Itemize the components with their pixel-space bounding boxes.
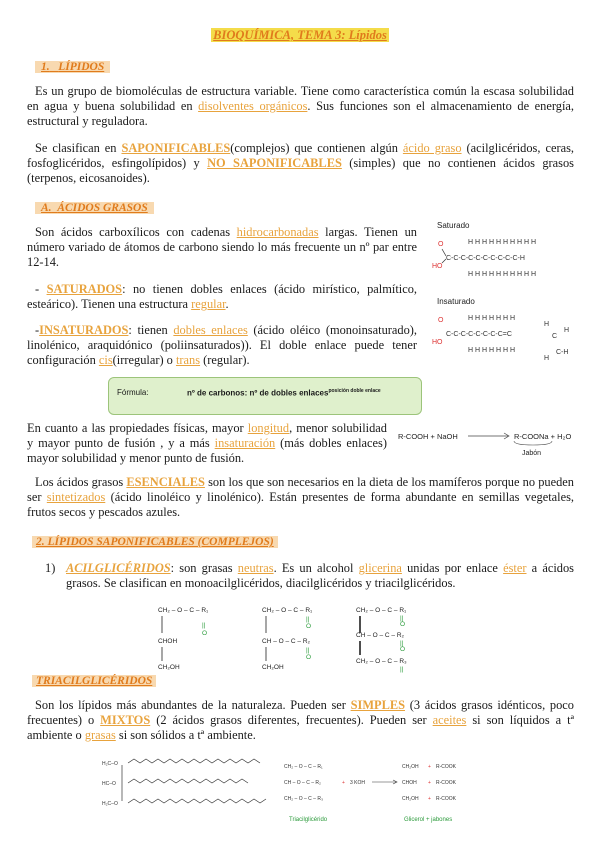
svg-text:CH₂ – O – C – R₃: CH₂ – O – C – R₃	[356, 658, 407, 665]
svg-text:H H H H H H H: H H H H H H H	[468, 347, 516, 354]
svg-text:||: ||	[306, 616, 310, 623]
svg-text:O: O	[438, 241, 444, 248]
svg-text:O: O	[400, 646, 406, 653]
svg-text:||: ||	[306, 647, 310, 654]
svg-text:||: ||	[400, 666, 404, 673]
saponification-diagram	[280, 758, 470, 814]
svg-text:O: O	[438, 317, 444, 324]
svg-text:CH₂OH: CH₂OH	[402, 796, 419, 802]
svg-text:O: O	[306, 654, 312, 661]
svg-text:H: H	[564, 327, 570, 334]
svg-text:R-COOK: R-COOK	[436, 764, 456, 770]
list-number: 1)	[45, 561, 56, 575]
glyceride-structures	[150, 603, 480, 673]
jabon-label: Jabón	[522, 450, 542, 457]
svg-text:+: +	[428, 796, 431, 802]
svg-text:R-COOK: R-COOK	[436, 780, 456, 786]
svg-text:C: C	[552, 333, 558, 340]
svg-text:CH₂OH: CH₂OH	[158, 664, 180, 671]
section-heading-saponificables: 2. LÍPIDOS SAPONIFICABLES (COMPLEJOS)	[32, 534, 278, 549]
paragraph-triacilgliceridos: Son los lípidos más abundantes de la naturaleza. Pueden ser SIMPLES (3 ácidos grasos idénticos, poco frecuentes) o MIXTOS (2 ácidos grasos diferentes, frecuentes). Pueden ser aceites si son líquidos a tª ambiente o grasas si son sólidos a tª ambiente.	[27, 698, 575, 742]
insaturado-label: Insaturado	[437, 297, 475, 306]
svg-text:H H H H H H H H H H: H H H H H H H H H H	[468, 239, 537, 246]
formula-box	[108, 377, 422, 415]
svg-text:C-C-C-C-C-C-C-C=C: C-C-C-C-C-C-C-C=C	[446, 331, 512, 338]
svg-text:||: ||	[400, 615, 404, 622]
reaction-products: R-COONa + H₂O	[514, 432, 572, 441]
svg-text:+: +	[342, 780, 345, 786]
svg-text:CHOH: CHOH	[402, 780, 417, 786]
svg-text:+: +	[428, 764, 431, 770]
saturado-label: Saturado	[437, 221, 470, 230]
svg-text:||: ||	[202, 622, 206, 629]
svg-text:O: O	[306, 623, 312, 630]
paragraph-fatty-acids: Son ácidos carboxílicos con cadenas hidrocarbonadas largas. Tienen un número variado de átomos de carbono siendo lo más frecuente un nº par entre 12-14.	[27, 225, 417, 269]
svg-text:HO: HO	[432, 263, 443, 270]
svg-text:CH₂ – O – C – R₁: CH₂ – O – C – R₁	[356, 607, 407, 614]
page-title: BIOQUÍMICA, TEMA 3: Lípidos	[213, 28, 387, 42]
svg-text:3 KOH: 3 KOH	[350, 780, 366, 786]
svg-text:H: H	[544, 321, 550, 328]
section-heading-triacilgliceridos: TRIACILGLICÉRIDOS	[32, 673, 156, 688]
svg-text:H H H H H H H H H H: H H H H H H H H H H	[468, 271, 537, 278]
svg-text:CH₂ – O – C – R₃: CH₂ – O – C – R₃	[284, 796, 323, 802]
svg-text:H₂C–O: H₂C–O	[102, 761, 118, 767]
svg-text:C-C-C-C-C-C-C-C-C-C-H: C-C-C-C-C-C-C-C-C-C-H	[446, 255, 525, 262]
formula-label: Fórmula:	[117, 388, 149, 397]
glicerol-jabones-label: Glicerol + jabones	[404, 817, 453, 823]
reaction-arrow	[466, 431, 512, 441]
formula-text: nº de carbonos: nº de dobles enlaces$^{posición doble enlace}$	[187, 388, 381, 398]
reaction-reactants: R-COOH + NaOH	[398, 432, 458, 441]
svg-text:R-COOK: R-COOK	[436, 796, 456, 802]
svg-text:||: ||	[400, 640, 404, 647]
svg-text:HC–O: HC–O	[102, 781, 116, 787]
svg-text:CH₂OH: CH₂OH	[262, 664, 284, 671]
svg-text:CHOH: CHOH	[158, 638, 178, 645]
svg-text:CH – O – C – R₂: CH – O – C – R₂	[262, 638, 311, 645]
svg-text:CH₂ – O – C – R₁: CH₂ – O – C – R₁	[158, 607, 209, 614]
svg-text:C-H: C-H	[556, 349, 569, 356]
paragraph-saturated: - SATURADOS: no tienen dobles enlaces (ácido mirístico, palmítico, esteárico). Tienen una estructura regular.	[27, 282, 417, 311]
triglyceride-chain-diagram	[100, 755, 275, 815]
svg-text:O: O	[202, 630, 208, 637]
section-heading-acidos-grasos: A. ÁCIDOS GRASOS	[35, 200, 154, 215]
paragraph-essential: Los ácidos grasos ESENCIALES son los que son necesarios en la dieta de los mamíferos porque no pueden ser sintetizados (ácido linoléico y linolénico). Están presentes de forma abundante en semillas vegetales, frutos secos y pescados azules.	[27, 475, 575, 519]
svg-text:CH₂ – O – C – R₁: CH₂ – O – C – R₁	[284, 764, 323, 770]
section-heading-lipidos: 1. LÍPIDOS	[35, 59, 110, 74]
svg-text:H₂C–O: H₂C–O	[102, 801, 118, 807]
svg-text:O: O	[400, 621, 406, 628]
paragraph-definition: Es un grupo de biomoléculas de estructura variable. Tiene como característica común la escasa solubilidad en agua y buena solubilidad en disolventes orgánicos. Sus funciones son el almacenamiento de energía, estructural y reguladora.	[27, 84, 574, 128]
jabon-bracket	[512, 440, 554, 448]
saturated-fatty-acid-diagram	[432, 232, 582, 292]
paragraph-unsaturated: -INSATURADOS: tienen dobles enlaces (ácido oléico (monoinsaturado), linolénico, araquidónico (poliinsaturados)). El doble enlace puede tener configuración cis(irregular) o trans (regular).	[27, 323, 418, 367]
triacilglicerido-label: Triacilglicérido	[289, 817, 328, 823]
unsaturated-fatty-acid-diagram	[432, 308, 582, 368]
svg-text:CH – O – C – R₂: CH – O – C – R₂	[356, 632, 405, 639]
svg-text:H: H	[544, 355, 550, 362]
paragraph-physical-properties: En cuanto a las propiedades físicas, mayor longitud, menor solubilidad y mayor punto de fusión , y a más insaturación (más dobles enlaces) mayor solubilidad y menor punto de fusión.	[27, 421, 388, 465]
svg-text:HO: HO	[432, 339, 443, 346]
svg-text:H H H H H H H: H H H H H H H	[468, 315, 516, 322]
paragraph-acilgliceridos: ACILGLICÉRIDOS: son grasas neutras. Es un alcohol glicerina unidas por enlace éster a ácidos grasos. Se clasifican en monoacilglicéridos, diacilglicéridos y triacilglicéridos.	[66, 561, 574, 590]
svg-text:CH₂ – O – C – R₁: CH₂ – O – C – R₁	[262, 607, 313, 614]
svg-text:CH₂OH: CH₂OH	[402, 764, 419, 770]
svg-text:CH – O – C – R₂: CH – O – C – R₂	[284, 780, 321, 786]
svg-text:+: +	[428, 780, 431, 786]
paragraph-classification: Se clasifican en SAPONIFICABLES(complejos) que contienen algún ácido graso (acilglicéridos, ceras, fosfoglicéridos, esfingolípidos) y NO SAPONIFICABLES (simples) que no contienen ácidos grasos (terpenos, eicosanoides).	[27, 141, 574, 185]
